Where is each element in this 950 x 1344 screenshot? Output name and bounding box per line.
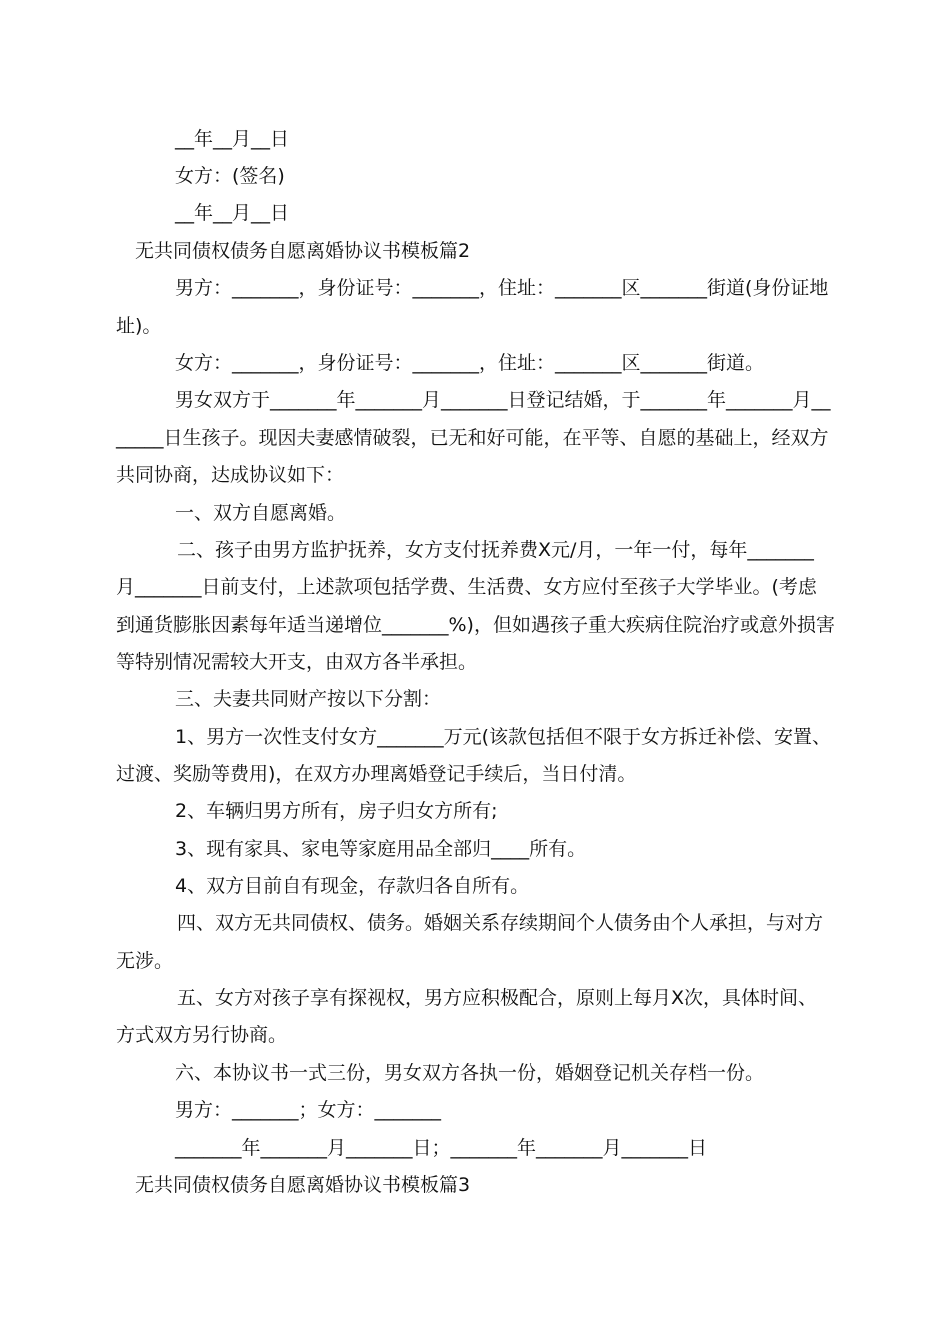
paragraph-line: 过渡、奖励等费用)，在双方办理离婚登记手续后，当日付清。 xyxy=(116,763,637,785)
section-heading: 无共同债权债务自愿离婚协议书模板篇3 xyxy=(135,1174,471,1196)
signature-line: 男方：_______；女方：_______ xyxy=(175,1099,442,1121)
paragraph-line: 到通货膨胀因素每年适当递增位_______%)，但如遇孩子重大疾病住院治疗或意外损害 xyxy=(116,614,835,636)
male-party-line: 男方：_______，身份证号：_______，住址：_______区_______街道(身份证地 xyxy=(175,277,829,299)
sub-clause-item: 2、车辆归男方所有，房子归女方所有; xyxy=(175,800,498,822)
sub-clause-item: 4、双方目前自有现金，存款归各自所有。 xyxy=(175,875,530,897)
date-line: _______年_______月_______日；_______年_______月_______日 xyxy=(175,1137,708,1159)
paragraph-line: 无涉。 xyxy=(116,950,174,972)
section-heading: 无共同债权债务自愿离婚协议书模板篇2 xyxy=(135,240,471,262)
clause-item: 一、双方自愿离婚。 xyxy=(175,502,347,524)
paragraph-line: 址)。 xyxy=(116,315,162,337)
date-line: __年__月__日 xyxy=(175,202,290,224)
female-party-line: 女方：_______，身份证号：_______，住址：_______区_______街道。 xyxy=(175,352,765,374)
paragraph-line: 等特别情况需较大开支，由双方各半承担。 xyxy=(116,651,478,673)
date-line: __年__月__日 xyxy=(175,128,290,150)
sub-clause-item: 3、现有家具、家电等家庭用品全部归____所有。 xyxy=(175,838,587,860)
paragraph-line: _____日生孩子。现因夫妻感情破裂，已无和好可能，在平等、自愿的基础上，经双方 xyxy=(116,427,829,449)
paragraph-line: 月_______日前支付，上述款项包括学费、生活费、女方应付至孩子大学毕业。(考虑 xyxy=(116,576,817,598)
paragraph-line: 共同协商，达成协议如下： xyxy=(116,464,345,486)
clause-item: 六、本协议书一式三份，男女双方各执一份，婚姻登记机关存档一份。 xyxy=(175,1062,765,1084)
clause-item: 三、夫妻共同财产按以下分割： xyxy=(175,688,442,710)
paragraph-line: 男女双方于_______年_______月_______日登记结婚，于_______年_______月__ xyxy=(175,389,831,411)
clause-item: 二、孩子由男方监护抚养，女方支付抚养费X元/月，一年一付，每年_______ xyxy=(177,539,814,561)
clause-item: 五、女方对孩子享有探视权，男方应积极配合，原则上每月X次，具体时间、 xyxy=(177,987,818,1009)
paragraph-line: 方式双方另行协商。 xyxy=(116,1024,288,1046)
sub-clause-item: 1、男方一次性支付女方_______万元(该款包括但不限于女方拆迁补偿、安置、 xyxy=(175,726,832,748)
clause-item: 四、双方无共同债权、债务。婚姻关系存续期间个人债务由个人承担，与对方 xyxy=(177,912,824,934)
female-signature-line: 女方：(签名) xyxy=(175,165,285,187)
